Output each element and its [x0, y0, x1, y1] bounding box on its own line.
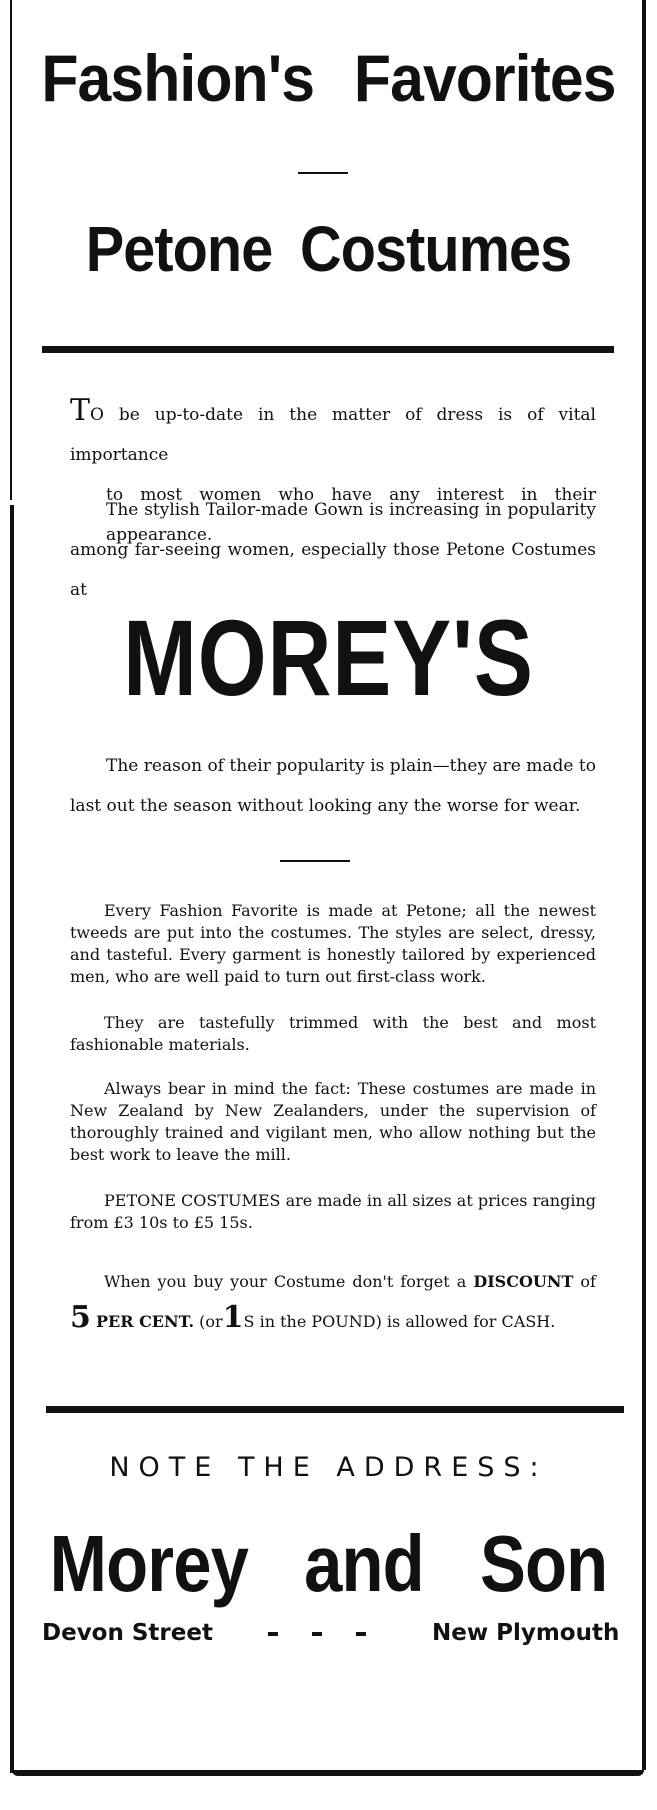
frame-left [10, 505, 14, 1773]
title-divider [298, 172, 348, 174]
section-divider [280, 860, 350, 862]
note-the-address: NOTE THE ADDRESS: [109, 1452, 548, 1483]
city-name: New Plymouth [432, 1620, 620, 1646]
new-zealand-paragraph: Always bear in mind the fact: These costumes are made in New Zealand by New Zealanders, under the supervision of thoroughly trained and vigilant men, who allow nothing but the best work to leave the mill. [70, 1079, 596, 1164]
street-name: Devon Street [42, 1620, 213, 1646]
frame-left-top [10, 0, 12, 500]
bottom-rule [46, 1406, 624, 1413]
trimmed-paragraph: They are tastefully trimmed with the best and most fashionable materials. [70, 1013, 596, 1054]
fashion-favorite-paragraph: Every Fashion Favorite is made at Petone; all the newest tweeds are put into the costumes. The styles are select, dressy, and tasteful. Every garment is honestly tailored by experienced men, who are well paid to turn out first-class work. [70, 901, 596, 986]
ad-subtitle: Petone Costumes [85, 213, 572, 285]
intro-line-2: to most women who have any interest in their appearance. [106, 485, 596, 545]
address-dash [356, 1632, 366, 1636]
discount-text-3: (or [199, 1312, 223, 1331]
prices-paragraph: PETONE COSTUMES are made in all sizes at prices ranging from £3 10s to £5 15s. [70, 1191, 596, 1232]
top-rule [42, 346, 614, 353]
discount-word: DISCOUNT [473, 1272, 574, 1291]
one-digit: 1 [222, 1300, 244, 1335]
frame-bottom [12, 1770, 644, 1776]
discount-paragraph [70, 1262, 596, 1342]
ad-title: Fashion's Favorites [41, 41, 616, 115]
cash-word: CASH. [501, 1312, 556, 1331]
discount-text-1: When you buy your Costume don't forget a [104, 1272, 467, 1291]
drop-cap: T [70, 393, 91, 428]
address-dash [268, 1632, 278, 1636]
intro-line-1 [70, 395, 596, 475]
brand-name: MOREY'S [123, 597, 534, 718]
discount-text-4: S in the POUND) is allowed for [243, 1312, 497, 1331]
five-digit: 5 [70, 1300, 91, 1335]
firm-name: Morey and Son [49, 1519, 608, 1608]
intro-line-1-text: O be up-to-date in the matter of dress is of vital importance [70, 405, 596, 465]
discount-text-2: of [580, 1272, 596, 1291]
address-dash [312, 1632, 322, 1636]
tailor-made-paragraph: The stylish Tailor-made Gown is increasing in popularity among far-seeing women, especially those Petone Costumes at [70, 500, 596, 600]
per-cent: PER CENT. [95, 1312, 195, 1331]
frame-right [642, 0, 646, 1770]
popularity-paragraph: The reason of their popularity is plain—they are made to last out the season without looking any the worse for wear. [70, 756, 596, 816]
